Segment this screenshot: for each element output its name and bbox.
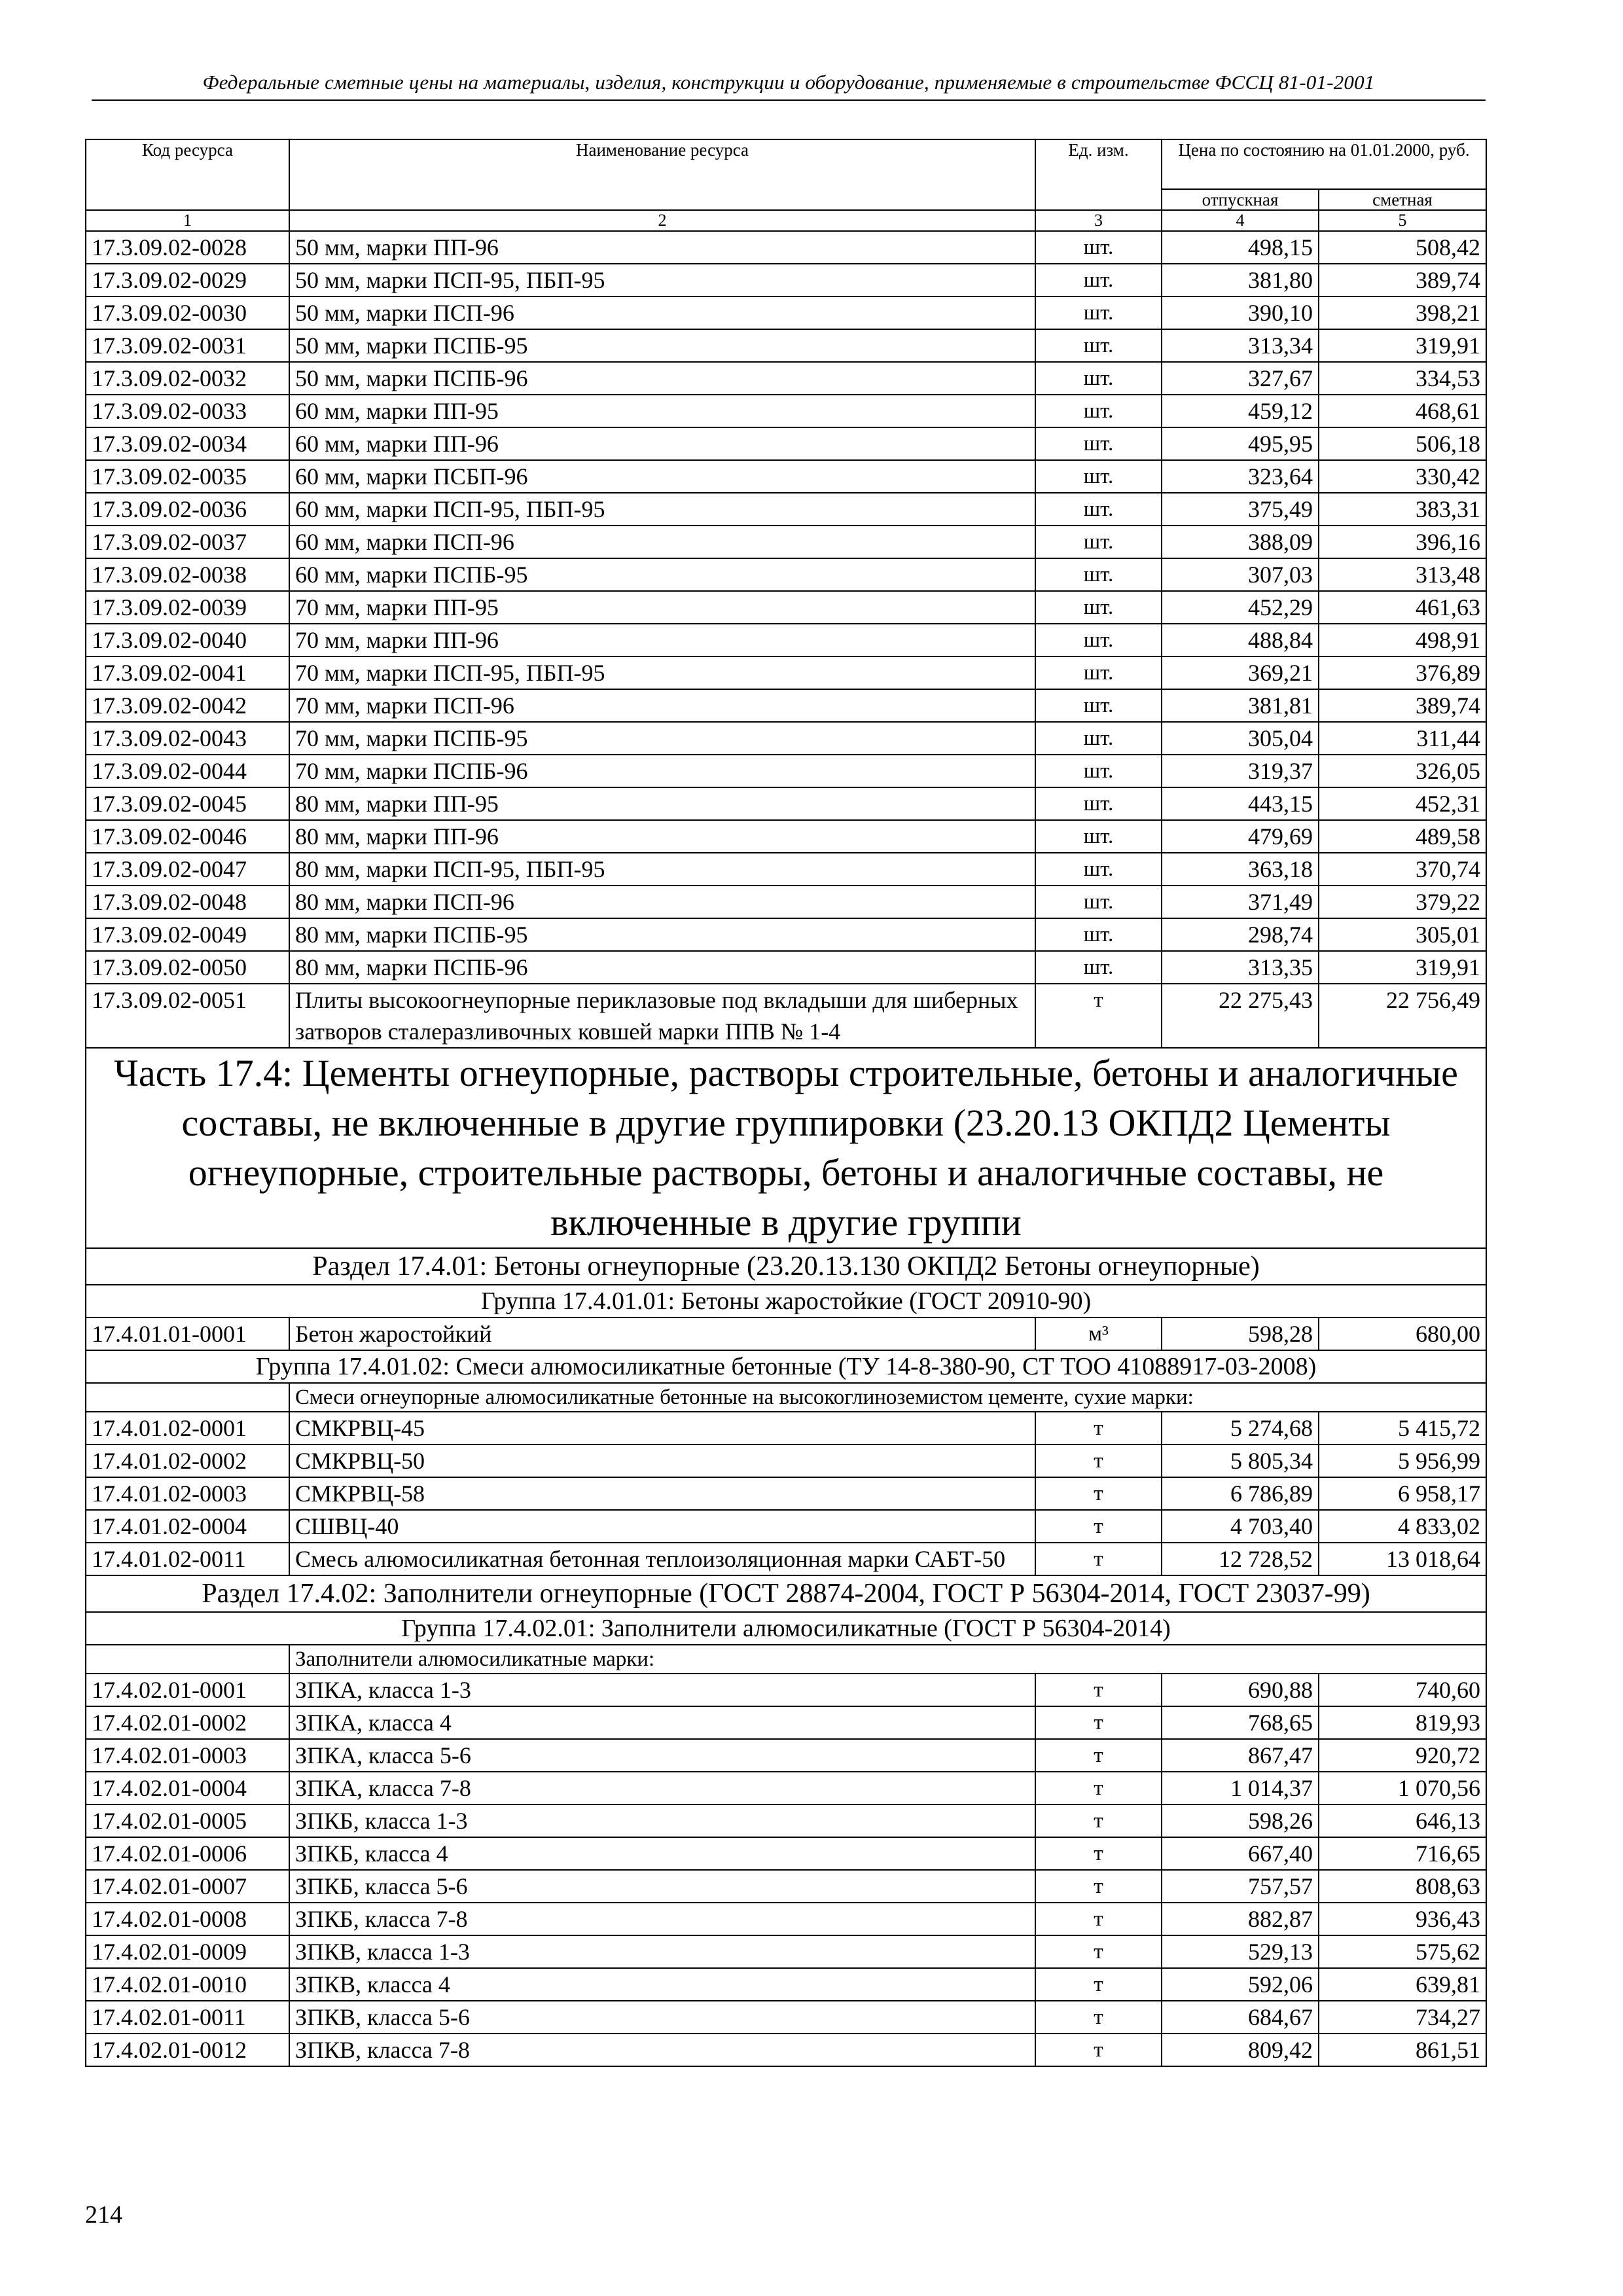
resource-name: ЗПКА, класса 7-8 <box>289 1772 1035 1804</box>
table-row <box>86 526 1486 558</box>
resource-code: 17.4.02.01-0005 <box>86 1804 289 1837</box>
unit-of-measure: т <box>1035 1935 1162 1968</box>
release-price: 327,67 <box>1162 362 1319 395</box>
unit-of-measure: шт. <box>1035 656 1162 689</box>
table-row <box>86 1870 1486 1903</box>
table-row <box>86 656 1486 689</box>
resource-name: 80 мм, марки ПП-96 <box>289 820 1035 853</box>
release-price: 809,42 <box>1162 2034 1319 2066</box>
estimate-price: 716,65 <box>1319 1837 1486 1870</box>
unit-of-measure: т <box>1035 1706 1162 1739</box>
resource-code: 17.3.09.02-0037 <box>86 526 289 558</box>
estimate-price: 5 415,72 <box>1319 1412 1486 1444</box>
release-price: 307,03 <box>1162 558 1319 591</box>
resource-code: 17.4.02.01-0004 <box>86 1772 289 1804</box>
section-heading-row <box>86 1248 1486 1285</box>
unit-of-measure: шт. <box>1035 755 1162 787</box>
resource-code: 17.3.09.02-0049 <box>86 918 289 951</box>
group-heading: Группа 17.4.01.02: Смеси алюмосиликатные бетонные (ТУ 14-8-380-90, СТ ТОО 41088917-03-2008) <box>86 1350 1486 1383</box>
release-price: 381,80 <box>1162 264 1319 296</box>
resource-name: ЗПКА, класса 1-3 <box>289 1674 1035 1706</box>
unit-of-measure: шт. <box>1035 264 1162 296</box>
unit-of-measure: т <box>1035 1870 1162 1903</box>
resource-name: СМКРВЦ-45 <box>289 1412 1035 1444</box>
resource-name: ЗПКВ, класса 1-3 <box>289 1935 1035 1968</box>
header-unit: Ед. изм. <box>1035 139 1162 210</box>
resource-code: 17.3.09.02-0036 <box>86 493 289 526</box>
empty-cell <box>86 1383 289 1412</box>
estimate-price: 370,74 <box>1319 853 1486 886</box>
resource-name: 70 мм, марки ПСП-96 <box>289 689 1035 722</box>
subgroup-note-row <box>86 1383 1486 1412</box>
table-row <box>86 820 1486 853</box>
resource-name: Бетон жаростойкий <box>289 1318 1035 1350</box>
resource-code: 17.4.02.01-0007 <box>86 1870 289 1903</box>
estimate-price: 389,74 <box>1319 264 1486 296</box>
release-price: 757,57 <box>1162 1870 1319 1903</box>
release-price: 4 703,40 <box>1162 1510 1319 1543</box>
table-row <box>86 591 1486 624</box>
resource-code: 17.4.01.01-0001 <box>86 1318 289 1350</box>
header-code: Код ресурса <box>86 139 289 210</box>
resource-name: ЗПКБ, класса 4 <box>289 1837 1035 1870</box>
header-name: Наименование ресурса <box>289 139 1035 210</box>
resource-name: ЗПКБ, класса 1-3 <box>289 1804 1035 1837</box>
unit-of-measure: шт. <box>1035 853 1162 886</box>
unit-of-measure: т <box>1035 1510 1162 1543</box>
table-row <box>86 1935 1486 1968</box>
estimate-price: 319,91 <box>1319 951 1486 984</box>
estimate-price: 646,13 <box>1319 1804 1486 1837</box>
table-body <box>86 231 1486 2066</box>
unit-of-measure: шт. <box>1035 493 1162 526</box>
release-price: 319,37 <box>1162 755 1319 787</box>
resource-name: ЗПКВ, класса 7-8 <box>289 2034 1035 2066</box>
resource-name: 80 мм, марки ПСПБ-95 <box>289 918 1035 951</box>
unit-of-measure: т <box>1035 1804 1162 1837</box>
resource-name: 50 мм, марки ПСП-95, ПБП-95 <box>289 264 1035 296</box>
resource-name: 70 мм, марки ПСПБ-96 <box>289 755 1035 787</box>
unit-of-measure: т <box>1035 1968 1162 2001</box>
release-price: 443,15 <box>1162 787 1319 820</box>
table-row <box>86 264 1486 296</box>
unit-of-measure: шт. <box>1035 787 1162 820</box>
table-row <box>86 984 1486 1048</box>
unit-of-measure: шт. <box>1035 296 1162 329</box>
estimate-price: 319,91 <box>1319 329 1486 362</box>
resource-name: 60 мм, марки ПСБП-96 <box>289 460 1035 493</box>
table-row <box>86 2001 1486 2034</box>
estimate-price: 5 956,99 <box>1319 1444 1486 1477</box>
release-price: 22 275,43 <box>1162 984 1319 1048</box>
unit-of-measure: т <box>1035 2001 1162 2034</box>
table-row <box>86 1318 1486 1350</box>
resource-code: 17.3.09.02-0039 <box>86 591 289 624</box>
table-row <box>86 427 1486 460</box>
resource-code: 17.4.02.01-0003 <box>86 1739 289 1772</box>
resource-name: 70 мм, марки ПП-95 <box>289 591 1035 624</box>
resource-name: ЗПКВ, класса 4 <box>289 1968 1035 2001</box>
unit-of-measure: шт. <box>1035 526 1162 558</box>
resource-code: 17.4.01.02-0001 <box>86 1412 289 1444</box>
resource-name: ЗПКА, класса 5-6 <box>289 1739 1035 1772</box>
resource-code: 17.4.02.01-0001 <box>86 1674 289 1706</box>
table-row <box>86 1477 1486 1510</box>
unit-of-measure: шт. <box>1035 918 1162 951</box>
estimate-price: 311,44 <box>1319 722 1486 755</box>
resource-code: 17.4.02.01-0002 <box>86 1706 289 1739</box>
resource-name: 80 мм, марки ПСПБ-96 <box>289 951 1035 984</box>
estimate-price: 498,91 <box>1319 624 1486 656</box>
unit-of-measure: т <box>1035 2034 1162 2066</box>
resource-name: 50 мм, марки ПСПБ-96 <box>289 362 1035 395</box>
part-heading: Часть 17.4: Цементы огнеупорные, растворы строительные, бетоны и аналогичные составы, не включенные в другие группировки (23.20.13 ОКПД2 Цементы огнеупорные, строительные растворы, бетоны и аналогичные составы, не включенные в другие группи <box>86 1048 1486 1248</box>
table-row <box>86 886 1486 918</box>
resource-name: 80 мм, марки ПСП-96 <box>289 886 1035 918</box>
header-estimate-price: сметная <box>1319 189 1486 210</box>
table-row <box>86 624 1486 656</box>
resource-code: 17.4.02.01-0009 <box>86 1935 289 1968</box>
estimate-price: 740,60 <box>1319 1674 1486 1706</box>
estimate-price: 734,27 <box>1319 2001 1486 2034</box>
resource-name: 60 мм, марки ПСПБ-95 <box>289 558 1035 591</box>
resource-name: 80 мм, марки ПП-95 <box>289 787 1035 820</box>
resource-name: 60 мм, марки ПСП-95, ПБП-95 <box>289 493 1035 526</box>
page-number: 214 <box>85 2201 122 2229</box>
table-row <box>86 689 1486 722</box>
estimate-price: 22 756,49 <box>1319 984 1486 1048</box>
unit-of-measure: т <box>1035 1444 1162 1477</box>
resource-name: 70 мм, марки ПСП-95, ПБП-95 <box>289 656 1035 689</box>
section-heading: Раздел 17.4.02: Заполнители огнеупорные (ГОСТ 28874-2004, ГОСТ Р 56304-2014, ГОСТ 23037-99) <box>86 1575 1486 1612</box>
resource-code: 17.3.09.02-0031 <box>86 329 289 362</box>
unit-of-measure: т <box>1035 1412 1162 1444</box>
group-heading-row <box>86 1350 1486 1383</box>
header-col-number: 4 <box>1162 210 1319 231</box>
resource-code: 17.3.09.02-0047 <box>86 853 289 886</box>
release-price: 867,47 <box>1162 1739 1319 1772</box>
release-price: 498,15 <box>1162 231 1319 264</box>
estimate-price: 452,31 <box>1319 787 1486 820</box>
release-price: 298,74 <box>1162 918 1319 951</box>
release-price: 598,28 <box>1162 1318 1319 1350</box>
release-price: 5 274,68 <box>1162 1412 1319 1444</box>
table-row <box>86 1739 1486 1772</box>
resource-name: ЗПКБ, класса 7-8 <box>289 1903 1035 1935</box>
release-price: 323,64 <box>1162 460 1319 493</box>
group-heading-row <box>86 1612 1486 1645</box>
table-row <box>86 1706 1486 1739</box>
table-row <box>86 329 1486 362</box>
resource-name: СМКРВЦ-50 <box>289 1444 1035 1477</box>
header-col-number: 2 <box>289 210 1035 231</box>
table-row <box>86 1543 1486 1575</box>
estimate-price: 680,00 <box>1319 1318 1486 1350</box>
resource-name: СШВЦ-40 <box>289 1510 1035 1543</box>
unit-of-measure: м³ <box>1035 1318 1162 1350</box>
estimate-price: 379,22 <box>1319 886 1486 918</box>
release-price: 479,69 <box>1162 820 1319 853</box>
release-price: 390,10 <box>1162 296 1319 329</box>
table-row <box>86 918 1486 951</box>
unit-of-measure: шт. <box>1035 558 1162 591</box>
table-row <box>86 1968 1486 2001</box>
estimate-price: 6 958,17 <box>1319 1477 1486 1510</box>
release-price: 363,18 <box>1162 853 1319 886</box>
estimate-price: 396,16 <box>1319 526 1486 558</box>
unit-of-measure: шт. <box>1035 329 1162 362</box>
release-price: 12 728,52 <box>1162 1543 1319 1575</box>
estimate-price: 305,01 <box>1319 918 1486 951</box>
resource-code: 17.3.09.02-0045 <box>86 787 289 820</box>
release-price: 305,04 <box>1162 722 1319 755</box>
resource-code: 17.3.09.02-0032 <box>86 362 289 395</box>
resource-code: 17.4.02.01-0011 <box>86 2001 289 2034</box>
table-row <box>86 755 1486 787</box>
table-row <box>86 787 1486 820</box>
release-price: 488,84 <box>1162 624 1319 656</box>
release-price: 667,40 <box>1162 1837 1319 1870</box>
resource-code: 17.3.09.02-0040 <box>86 624 289 656</box>
estimate-price: 819,93 <box>1319 1706 1486 1739</box>
resource-name: 60 мм, марки ПП-96 <box>289 427 1035 460</box>
resource-name: ЗПКВ, класса 5-6 <box>289 2001 1035 2034</box>
table-row <box>86 460 1486 493</box>
unit-of-measure: т <box>1035 984 1162 1048</box>
resource-name: Смесь алюмосиликатная бетонная теплоизоляционная марки САБТ-50 <box>289 1543 1035 1575</box>
table-header <box>86 139 1486 231</box>
resource-code: 17.4.01.02-0011 <box>86 1543 289 1575</box>
table-row <box>86 1444 1486 1477</box>
unit-of-measure: шт. <box>1035 624 1162 656</box>
table-row <box>86 2034 1486 2066</box>
estimate-price: 398,21 <box>1319 296 1486 329</box>
release-price: 388,09 <box>1162 526 1319 558</box>
table-row <box>86 493 1486 526</box>
resource-name: ЗПКА, класса 4 <box>289 1706 1035 1739</box>
price-table <box>85 139 1487 2067</box>
resource-name: 80 мм, марки ПСП-95, ПБП-95 <box>289 853 1035 886</box>
header-col-number: 3 <box>1035 210 1162 231</box>
group-heading: Группа 17.4.01.01: Бетоны жаростойкие (ГОСТ 20910-90) <box>86 1285 1486 1318</box>
release-price: 882,87 <box>1162 1903 1319 1935</box>
resource-code: 17.4.01.02-0003 <box>86 1477 289 1510</box>
release-price: 768,65 <box>1162 1706 1319 1739</box>
group-heading: Группа 17.4.02.01: Заполнители алюмосиликатные (ГОСТ Р 56304-2014) <box>86 1612 1486 1645</box>
resource-code: 17.3.09.02-0043 <box>86 722 289 755</box>
table-row <box>86 1772 1486 1804</box>
table-row <box>86 722 1486 755</box>
resource-code: 17.4.01.02-0002 <box>86 1444 289 1477</box>
resource-code: 17.3.09.02-0034 <box>86 427 289 460</box>
estimate-price: 13 018,64 <box>1319 1543 1486 1575</box>
unit-of-measure: т <box>1035 1772 1162 1804</box>
estimate-price: 313,48 <box>1319 558 1486 591</box>
resource-code: 17.3.09.02-0050 <box>86 951 289 984</box>
resource-name: 70 мм, марки ПП-96 <box>289 624 1035 656</box>
unit-of-measure: шт. <box>1035 951 1162 984</box>
resource-code: 17.4.02.01-0008 <box>86 1903 289 1935</box>
release-price: 598,26 <box>1162 1804 1319 1837</box>
table-row <box>86 1903 1486 1935</box>
unit-of-measure: т <box>1035 1477 1162 1510</box>
unit-of-measure: шт. <box>1035 722 1162 755</box>
resource-code: 17.3.09.02-0035 <box>86 460 289 493</box>
resource-code: 17.4.02.01-0010 <box>86 1968 289 2001</box>
resource-code: 17.4.02.01-0006 <box>86 1837 289 1870</box>
table-row <box>86 1412 1486 1444</box>
section-heading: Раздел 17.4.01: Бетоны огнеупорные (23.20.13.130 ОКПД2 Бетоны огнеупорные) <box>86 1248 1486 1285</box>
release-price: 6 786,89 <box>1162 1477 1319 1510</box>
release-price: 452,29 <box>1162 591 1319 624</box>
subgroup-note: Смеси огнеупорные алюмосиликатные бетонные на высокоглиноземистом цементе, сухие марки: <box>289 1383 1486 1412</box>
release-price: 375,49 <box>1162 493 1319 526</box>
release-price: 5 805,34 <box>1162 1444 1319 1477</box>
table-row <box>86 1674 1486 1706</box>
table-row <box>86 395 1486 427</box>
resource-name: 60 мм, марки ПСП-96 <box>289 526 1035 558</box>
estimate-price: 489,58 <box>1319 820 1486 853</box>
resource-name: 50 мм, марки ПП-96 <box>289 231 1035 264</box>
resource-code: 17.3.09.02-0038 <box>86 558 289 591</box>
unit-of-measure: т <box>1035 1837 1162 1870</box>
table-row <box>86 1510 1486 1543</box>
empty-cell <box>86 1645 289 1674</box>
table-row <box>86 296 1486 329</box>
estimate-price: 468,61 <box>1319 395 1486 427</box>
estimate-price: 334,53 <box>1319 362 1486 395</box>
table-row <box>86 1804 1486 1837</box>
unit-of-measure: т <box>1035 1674 1162 1706</box>
estimate-price: 330,42 <box>1319 460 1486 493</box>
resource-name: 50 мм, марки ПСПБ-95 <box>289 329 1035 362</box>
estimate-price: 508,42 <box>1319 231 1486 264</box>
unit-of-measure: т <box>1035 1903 1162 1935</box>
estimate-price: 506,18 <box>1319 427 1486 460</box>
unit-of-measure: т <box>1035 1543 1162 1575</box>
resource-code: 17.4.01.02-0004 <box>86 1510 289 1543</box>
estimate-price: 326,05 <box>1319 755 1486 787</box>
release-price: 684,67 <box>1162 2001 1319 2034</box>
unit-of-measure: шт. <box>1035 460 1162 493</box>
header-price: Цена по состоянию на 01.01.2000, руб. <box>1162 139 1486 189</box>
resource-code: 17.3.09.02-0044 <box>86 755 289 787</box>
release-price: 690,88 <box>1162 1674 1319 1706</box>
section-heading-row <box>86 1575 1486 1612</box>
table-row <box>86 951 1486 984</box>
resource-code: 17.3.09.02-0046 <box>86 820 289 853</box>
resource-name: 70 мм, марки ПСПБ-95 <box>289 722 1035 755</box>
estimate-price: 575,62 <box>1319 1935 1486 1968</box>
running-header: Федеральные сметные цены на материалы, изделия, конструкции и оборудование, применяемые в строительстве ФССЦ 81-01-2001 <box>92 71 1486 101</box>
estimate-price: 861,51 <box>1319 2034 1486 2066</box>
resource-code: 17.3.09.02-0030 <box>86 296 289 329</box>
resource-code: 17.3.09.02-0041 <box>86 656 289 689</box>
estimate-price: 461,63 <box>1319 591 1486 624</box>
unit-of-measure: шт. <box>1035 689 1162 722</box>
estimate-price: 4 833,02 <box>1319 1510 1486 1543</box>
estimate-price: 1 070,56 <box>1319 1772 1486 1804</box>
header-col-number: 1 <box>86 210 289 231</box>
estimate-price: 920,72 <box>1319 1739 1486 1772</box>
unit-of-measure: шт. <box>1035 362 1162 395</box>
unit-of-measure: шт. <box>1035 591 1162 624</box>
resource-code: 17.3.09.02-0028 <box>86 231 289 264</box>
unit-of-measure: т <box>1035 1739 1162 1772</box>
resource-name: 60 мм, марки ПП-95 <box>289 395 1035 427</box>
header-release-price: отпускная <box>1162 189 1319 210</box>
resource-code: 17.3.09.02-0051 <box>86 984 289 1048</box>
header-col-number: 5 <box>1319 210 1486 231</box>
subgroup-note-row <box>86 1645 1486 1674</box>
unit-of-measure: шт. <box>1035 231 1162 264</box>
resource-code: 17.3.09.02-0033 <box>86 395 289 427</box>
release-price: 313,34 <box>1162 329 1319 362</box>
resource-name: ЗПКБ, класса 5-6 <box>289 1870 1035 1903</box>
estimate-price: 936,43 <box>1319 1903 1486 1935</box>
table-row <box>86 558 1486 591</box>
release-price: 495,95 <box>1162 427 1319 460</box>
part-heading-row <box>86 1048 1486 1248</box>
release-price: 371,49 <box>1162 886 1319 918</box>
resource-code: 17.4.02.01-0012 <box>86 2034 289 2066</box>
table-row <box>86 362 1486 395</box>
unit-of-measure: шт. <box>1035 820 1162 853</box>
estimate-price: 389,74 <box>1319 689 1486 722</box>
table-row <box>86 231 1486 264</box>
release-price: 459,12 <box>1162 395 1319 427</box>
release-price: 592,06 <box>1162 1968 1319 2001</box>
release-price: 1 014,37 <box>1162 1772 1319 1804</box>
resource-name: Плиты высокоогнеупорные периклазовые под вкладыши для шиберных затворов сталеразливочных ковшей марки ППВ № 1-4 <box>289 984 1035 1048</box>
resource-code: 17.3.09.02-0029 <box>86 264 289 296</box>
group-heading-row <box>86 1285 1486 1318</box>
subgroup-note: Заполнители алюмосиликатные марки: <box>289 1645 1486 1674</box>
estimate-price: 383,31 <box>1319 493 1486 526</box>
release-price: 529,13 <box>1162 1935 1319 1968</box>
table-row <box>86 853 1486 886</box>
unit-of-measure: шт. <box>1035 395 1162 427</box>
release-price: 369,21 <box>1162 656 1319 689</box>
release-price: 313,35 <box>1162 951 1319 984</box>
resource-name: СМКРВЦ-58 <box>289 1477 1035 1510</box>
estimate-price: 376,89 <box>1319 656 1486 689</box>
resource-code: 17.3.09.02-0048 <box>86 886 289 918</box>
resource-name: 50 мм, марки ПСП-96 <box>289 296 1035 329</box>
unit-of-measure: шт. <box>1035 427 1162 460</box>
release-price: 381,81 <box>1162 689 1319 722</box>
estimate-price: 808,63 <box>1319 1870 1486 1903</box>
resource-code: 17.3.09.02-0042 <box>86 689 289 722</box>
estimate-price: 639,81 <box>1319 1968 1486 2001</box>
table-row <box>86 1837 1486 1870</box>
unit-of-measure: шт. <box>1035 886 1162 918</box>
